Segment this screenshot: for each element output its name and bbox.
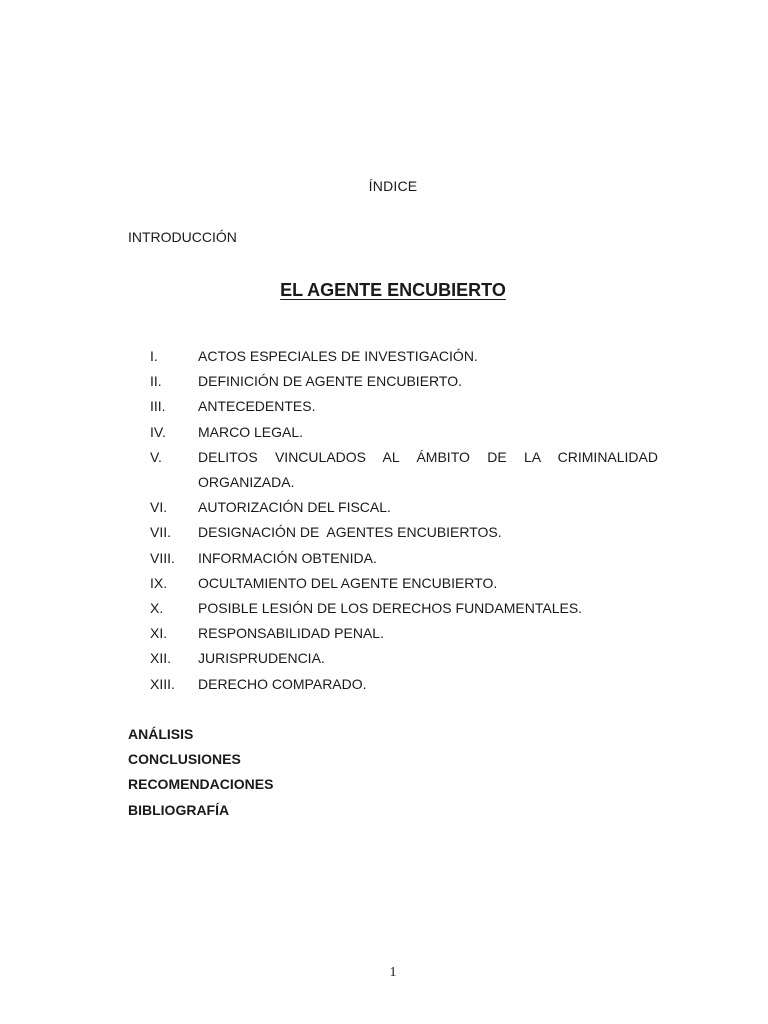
- toc-item-v: [150, 445, 658, 495]
- toc-item-text: DEFINICIÓN DE AGENTE ENCUBIERTO.: [198, 373, 462, 390]
- toc-item-i: [150, 344, 658, 369]
- toc-item-ix: [150, 571, 658, 596]
- toc-item-text: AUTORIZACIÓN DEL FISCAL.: [198, 499, 391, 516]
- toc-item-text-line1: DELITOS VINCULADOS AL ÁMBITO DE LA CRIMINALIDAD: [198, 448, 658, 465]
- section-list: [128, 722, 273, 823]
- toc-item-number: XI.: [150, 625, 168, 642]
- main-title: EL AGENTE ENCUBIERTO: [280, 280, 506, 300]
- toc-item-text: DESIGNACIÓN DE AGENTES ENCUBIERTOS.: [198, 524, 502, 541]
- introduction-heading: INTRODUCCIÓN: [128, 229, 237, 245]
- toc-item-xi: [150, 621, 658, 646]
- toc-item-number: XIII.: [150, 675, 175, 692]
- toc-item-text: DERECHO COMPARADO.: [198, 675, 367, 692]
- toc-item-number: VI.: [150, 499, 168, 516]
- toc-item-x: [150, 596, 658, 621]
- toc-item-number: VII.: [150, 524, 172, 541]
- toc-item-text: JURISPRUDENCIA.: [198, 650, 325, 667]
- toc-item-number: VIII.: [150, 549, 175, 566]
- toc-item-iv: [150, 420, 658, 445]
- toc-item-text: [198, 445, 658, 495]
- toc-item-number: V.: [150, 448, 162, 465]
- toc-item-text: ANTECEDENTES.: [198, 398, 316, 415]
- toc-item-text: POSIBLE LESIÓN DE LOS DERECHOS FUNDAMENTALES.: [198, 600, 583, 617]
- toc-item-viii: [150, 546, 658, 571]
- toc-item-ii: [150, 369, 658, 394]
- toc-item-vii: [150, 520, 658, 545]
- index-heading: ÍNDICE: [368, 178, 418, 194]
- section-conclusiones: CONCLUSIONES: [128, 751, 241, 768]
- toc-item-vi: [150, 495, 658, 520]
- toc-item-xiii: [150, 672, 658, 697]
- toc-item-text-line2: ORGANIZADA.: [198, 474, 295, 491]
- toc-item-xii: [150, 646, 658, 671]
- toc-item-number: X.: [150, 600, 164, 617]
- toc-item-text: INFORMACIÓN OBTENIDA.: [198, 549, 377, 566]
- toc-item-text: RESPONSABILIDAD PENAL.: [198, 625, 384, 642]
- toc-item-iii: [150, 394, 658, 419]
- toc-item-number: II.: [150, 373, 162, 390]
- toc-item-number: IV.: [150, 423, 166, 440]
- toc-item-number: III.: [150, 398, 166, 415]
- page-number: 1: [389, 965, 397, 980]
- toc-item-number: XII.: [150, 650, 172, 667]
- toc-item-number: I.: [150, 348, 158, 364]
- toc-item-text: ACTOS ESPECIALES DE INVESTIGACIÓN.: [198, 348, 478, 364]
- table-of-contents: [150, 344, 658, 697]
- toc-item-text: MARCO LEGAL.: [198, 423, 304, 440]
- section-analisis: ANÁLISIS: [128, 726, 194, 742]
- section-recomendaciones: RECOMENDACIONES: [128, 776, 274, 793]
- section-bibliografia: BIBLIOGRAFÍA: [128, 801, 230, 818]
- toc-item-text: OCULTAMIENTO DEL AGENTE ENCUBIERTO.: [198, 574, 498, 591]
- toc-item-number: IX.: [150, 574, 168, 591]
